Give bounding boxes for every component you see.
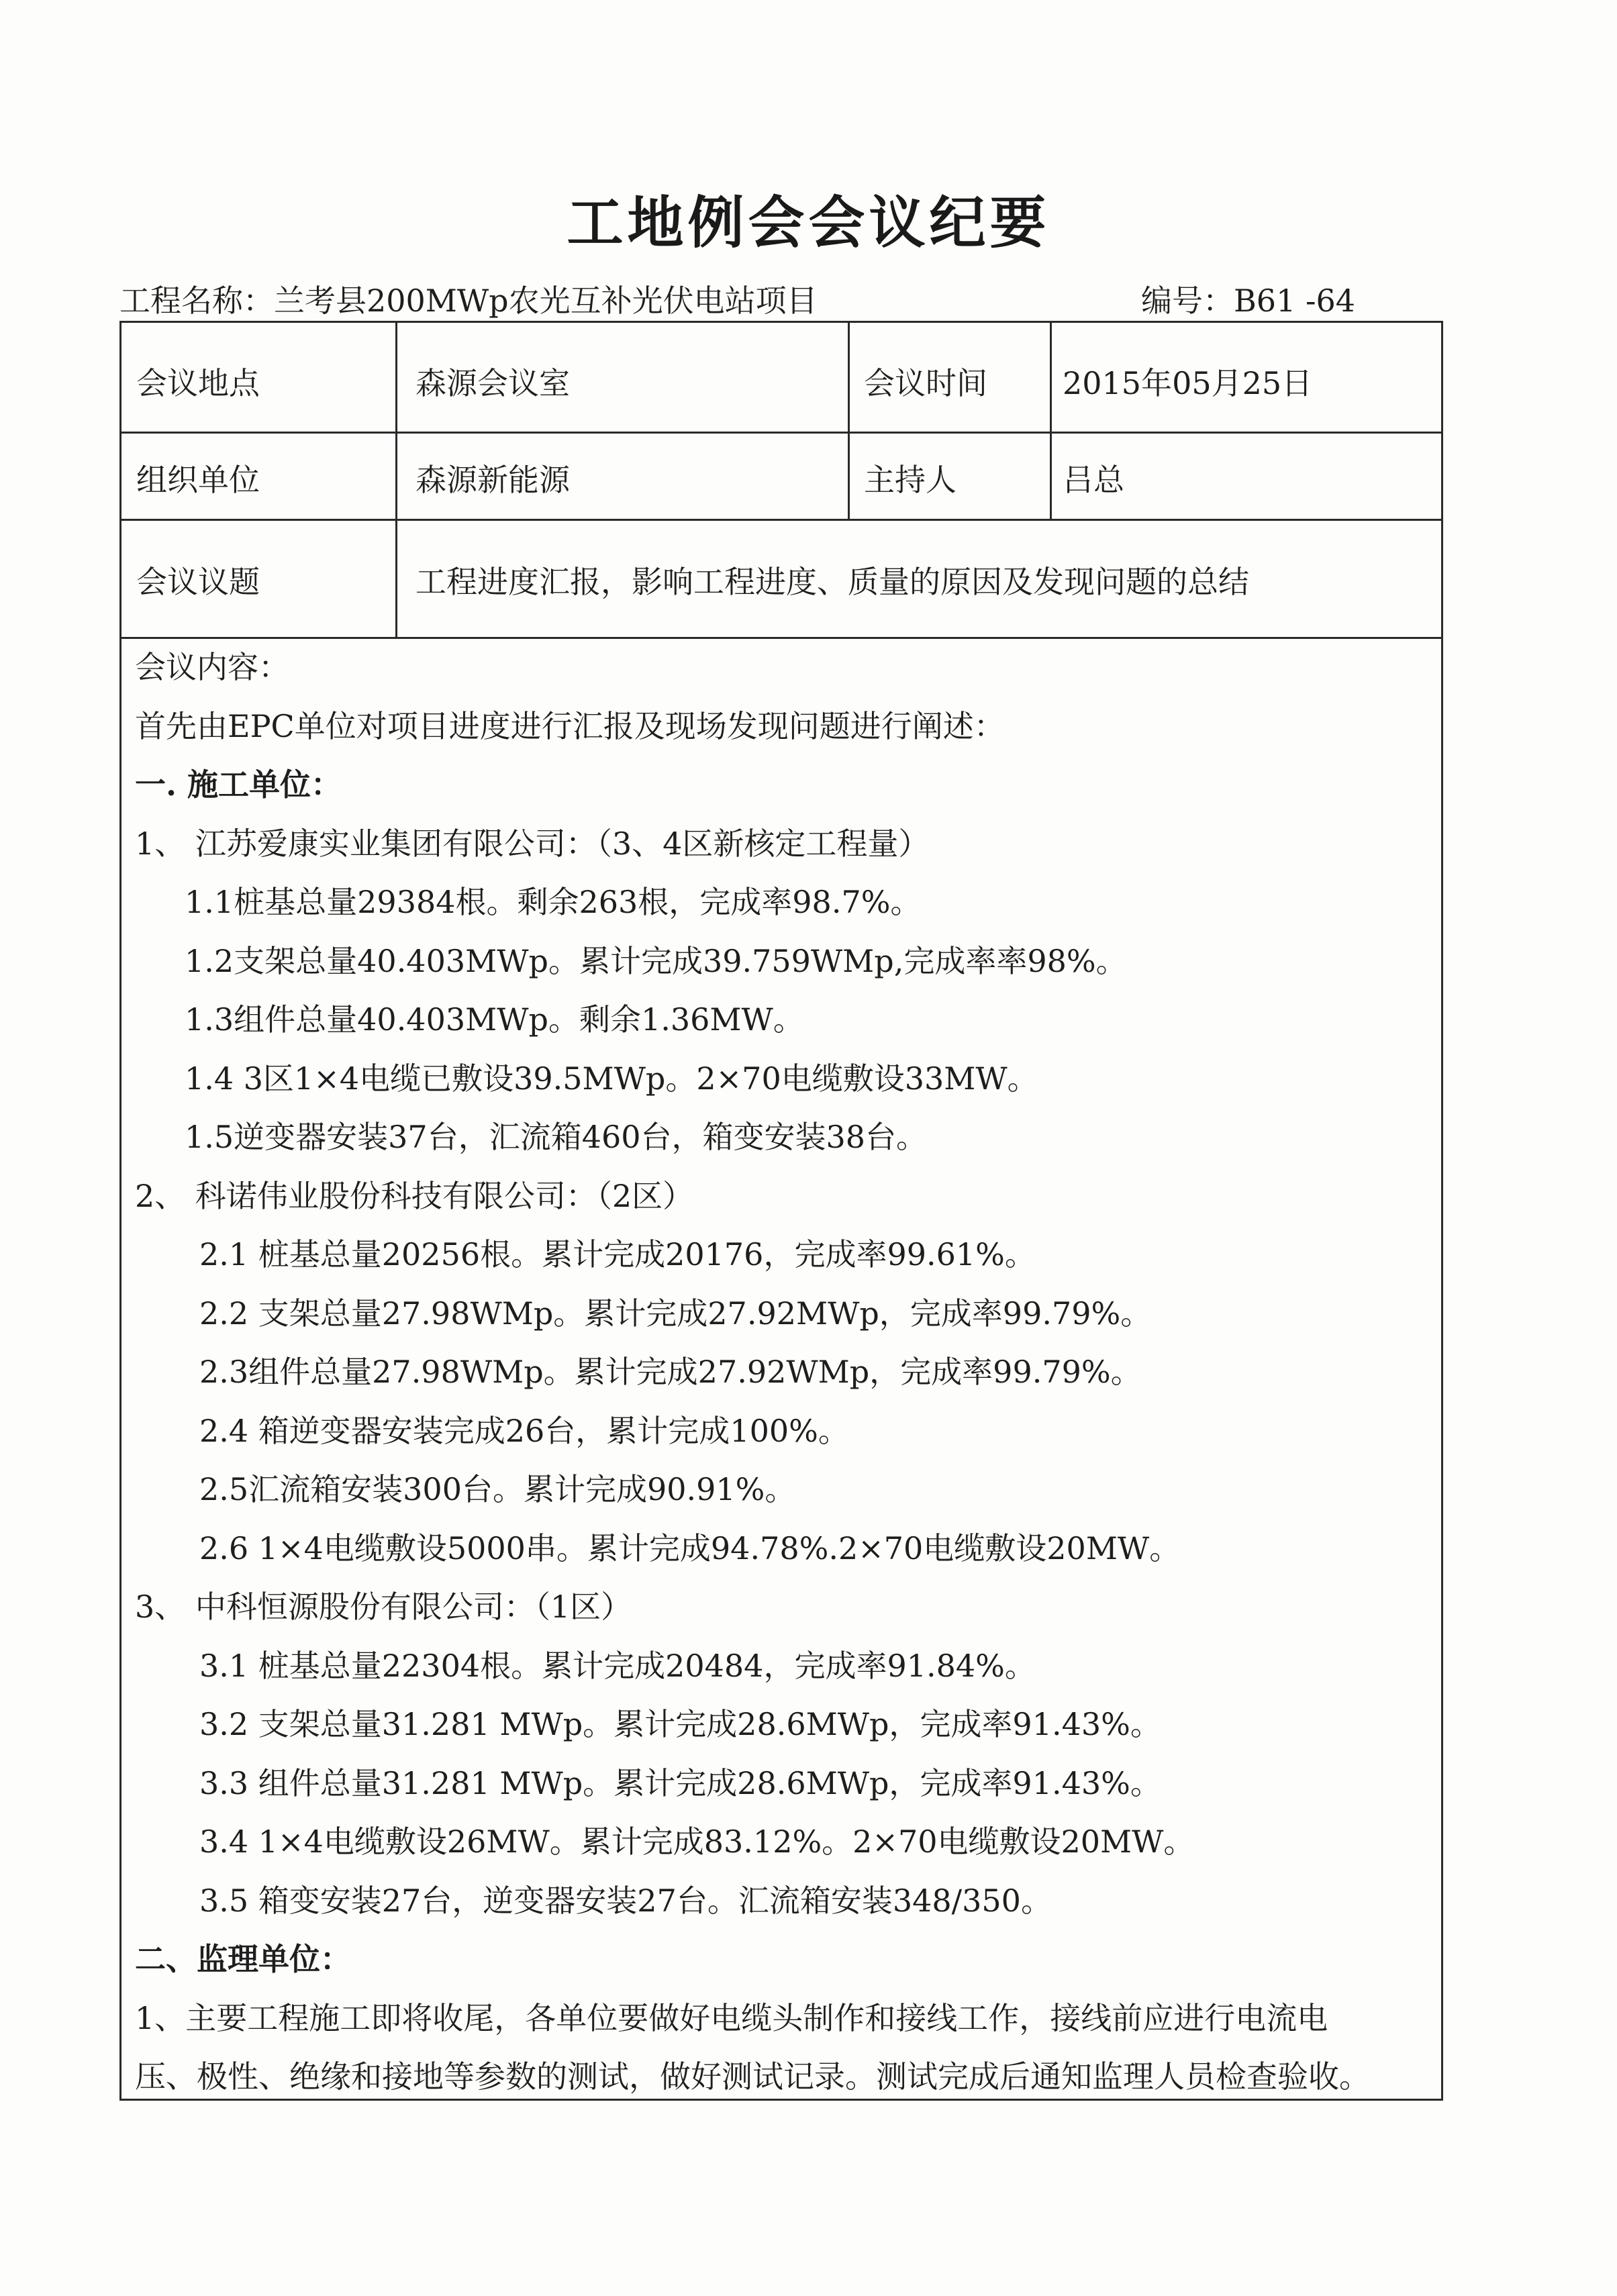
meeting-content [135, 638, 1430, 2107]
progress-item: 3.4 1×4电缆敷设26MW。累计完成83.12%。2×70电缆敷设20MW。 [199, 1824, 1195, 1860]
minutes-table [119, 321, 1443, 2101]
progress-item: 3.3 组件总量31.281 MWp。累计完成28.6MWp，完成率91.43%。 [199, 1764, 1161, 1801]
project-name: 工程名称：兰考县200MWp农光互补光伏电站项目 [119, 283, 818, 319]
contractor-title: 1、 江苏爱康实业集团有限公司：（3、4区新核定工程量） [135, 825, 930, 862]
progress-item: 1.3组件总量40.403MWp。剩余1.36MW。 [185, 1001, 804, 1038]
topic-value: 工程进度汇报，影响工程进度、质量的原因及发现问题的总结 [415, 564, 1249, 600]
progress-item: 2.3组件总量27.98WMp。累计完成27.92WMp，完成率99.79%。 [199, 1354, 1142, 1390]
host-label: 主持人 [864, 462, 957, 498]
progress-item: 2.5汇流箱安装300台。累计完成90.91%。 [199, 1471, 796, 1507]
progress-item: 2.6 1×4电缆敷设5000串。累计完成94.78%.2×70电缆敷设20MW。 [199, 1530, 1181, 1566]
time-label: 会议时间 [864, 365, 987, 401]
progress-item: 3.5 箱变安装27台，逆变器安装27台。汇流箱安装348/350。 [199, 1882, 1052, 1919]
progress-item: 1.2支架总量40.403MWp。累计完成39.759WMp,完成率率98%。 [185, 942, 1127, 979]
location-value: 森源会议室 [415, 365, 570, 401]
organizer-value: 森源新能源 [415, 462, 570, 498]
progress-item: 1.4 3区1×4电缆已敷设39.5MWp。2×70电缆敷设33MW。 [185, 1060, 1038, 1097]
organizer-label: 组织单位 [136, 462, 260, 498]
progress-item: 2.1 桩基总量20256根。累计完成20176，完成率99.61%。 [199, 1236, 1036, 1272]
progress-item: 1.5逆变器安装37台，汇流箱460台，箱变安装38台。 [185, 1119, 928, 1155]
contractor-title: 2、 科诺伟业股份科技有限公司：（2区） [135, 1177, 694, 1214]
time-value: 2015年05月25日 [1063, 365, 1313, 401]
content-heading: 会议内容： [135, 649, 289, 685]
topic-label: 会议议题 [136, 564, 260, 600]
contractor-title: 3、 中科恒源股份有限公司：（1区） [135, 1589, 632, 1625]
column-divider [1050, 323, 1052, 519]
supervision-note: 1、主要工程施工即将收尾，各单位要做好电缆头制作和接线工作，接线前应进行电流电 [135, 1999, 1328, 2036]
document-number: 编号：B61 -64 [1141, 283, 1356, 319]
section-heading: 二、监理单位： [135, 1941, 351, 1977]
progress-item: 2.2 支架总量27.98WMp。累计完成27.92MWp，完成率99.79%。 [199, 1295, 1152, 1332]
column-divider [848, 323, 850, 519]
content-intro: 首先由EPC单位对项目进度进行汇报及现场发现问题进行阐述： [135, 707, 1005, 744]
supervision-note: 压、极性、绝缘和接地等参数的测试，做好测试记录。测试完成后通知监理人员检查验收。 [135, 2058, 1370, 2095]
progress-item: 1.1桩基总量29384根。剩余263根，完成率98.7%。 [185, 884, 922, 920]
column-divider [395, 323, 397, 637]
progress-item: 3.1 桩基总量22304根。累计完成20484，完成率91.84%。 [199, 1647, 1036, 1684]
row-divider [121, 519, 1441, 521]
document-title: 工地例会会议纪要 [567, 190, 1050, 256]
progress-item: 2.4 箱逆变器安装完成26台，累计完成100%。 [199, 1412, 849, 1449]
row-divider [121, 432, 1441, 434]
host-value: 吕总 [1063, 462, 1124, 498]
location-label: 会议地点 [136, 365, 260, 401]
section-heading: 一. 施工单位： [135, 766, 342, 803]
progress-item: 3.2 支架总量31.281 MWp。累计完成28.6MWp，完成率91.43%。 [199, 1706, 1161, 1742]
